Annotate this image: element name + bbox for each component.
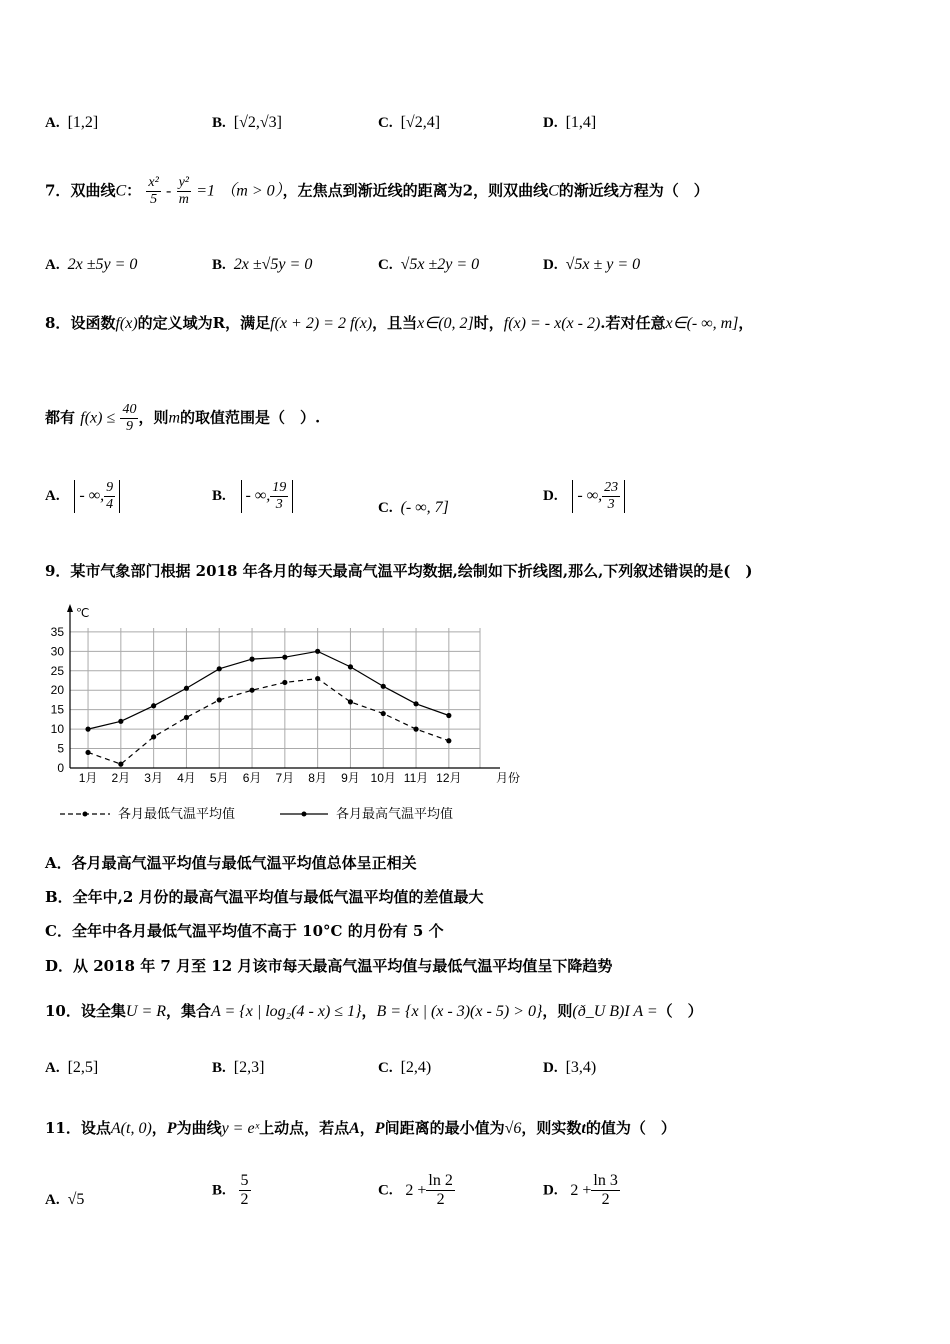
y-tick-label: 35 [50,624,64,639]
math-expr: U = R [125,1003,167,1020]
frac-den: 9 [125,419,133,434]
option-value: √5x ± y = 0 [565,256,641,273]
q8-text: 设函数 [70,314,116,332]
bracket-expr [74,480,120,513]
q8-text: ，满足 [225,314,271,332]
option-fraction [426,1172,454,1209]
temperature-line-chart [40,600,560,830]
frac-num: 23 [604,480,619,495]
data-point-low [282,680,287,685]
q10-text: ，则 [542,1002,573,1020]
frac-num: ln 2 [428,1172,453,1189]
legend-marker-low [83,812,88,817]
data-point-high [249,657,254,662]
q11-text: 为曲线 [176,1119,222,1137]
q8-text: 的定义域为 [137,314,213,332]
q7-option-c[interactable] [378,255,479,274]
math-symbol: m [168,409,181,427]
option-label: B. [212,257,226,273]
punct: ： [126,181,142,200]
data-point-low [315,676,320,681]
option-label: A. [45,1192,60,1208]
option-value: [1,4] [565,114,597,131]
option-label: D. [543,257,558,273]
math-symbol: =1 [196,182,216,200]
data-point-low [85,750,90,755]
data-point-low [348,699,353,704]
q6-option-b[interactable] [212,113,282,132]
q11-text: ， [151,1119,167,1137]
option-label: C. [378,257,393,273]
option-fraction [602,480,620,513]
frac-num: y² [178,175,190,190]
math-symbol: t [581,1120,586,1137]
math-expr: A(t, 0) [110,1120,152,1137]
q6-option-c[interactable] [378,113,440,132]
q8-text: 的取值范围是（ ）. [180,408,321,427]
y-axis-label: ℃ [76,606,90,620]
option-label: A. [45,488,60,505]
q7-stem [45,175,709,208]
option-label: A. [45,115,60,131]
option-label: A. [45,257,60,273]
math-expr: f(x) ≤ [80,409,116,427]
data-point-low [249,688,254,693]
question-number: 10． [45,1002,81,1020]
legend-label-high: 各月最高气温平均值 [336,806,454,821]
data-point-low [151,734,156,739]
q10-option-a[interactable] [45,1058,98,1077]
q7-option-a[interactable] [45,255,137,274]
q8-option-c[interactable] [378,498,449,517]
math-expr: B = {x | (x - 3)(x - 5) > 0} [376,1003,543,1020]
frac-num: x² [148,175,159,190]
x-axis-label: 月份 [496,771,521,785]
q6-option-a[interactable] [45,113,98,132]
data-point-high [446,713,451,718]
q10-stem [45,1000,703,1021]
q7-text: ，左焦点到渐近线的距离为2，则双曲线 [282,181,549,200]
math-symbol: A [349,1120,360,1137]
option-fraction [591,1172,619,1209]
data-point-low [446,738,451,743]
data-point-low [413,727,418,732]
option-pre: - ∞, [79,487,105,505]
q11-stem [45,1117,676,1138]
math-symbol: - [166,182,172,200]
option-value: [1,2] [67,114,99,131]
q11-text: ， [359,1119,375,1137]
legend-marker-high [302,812,307,817]
math-expr: (ð_U B)I A = [572,1003,658,1020]
q8-option-d[interactable] [543,480,625,513]
q8-text: .若对任意 [600,314,666,332]
option-label: D. [543,1060,558,1076]
x-tick-label: 2月 [111,771,131,785]
question-number: 7． [45,181,71,200]
math-expr: f(x) [115,315,138,332]
legend-label-low: 各月最低气温平均值 [118,806,236,821]
data-point-high [315,649,320,654]
q9-choice-b[interactable]: B．全年中,2 月份的最高气温平均值与最低气温平均值的差值最大 [45,888,484,906]
q11-text: 设点 [80,1119,111,1137]
option-pre: - ∞, [245,487,271,505]
q10-option-c[interactable] [378,1058,431,1077]
math-expr: A = {x | log₂(4 - x) ≤ 1} [211,1003,362,1020]
q10-option-b[interactable] [212,1058,264,1077]
frac-den: m [178,192,189,207]
frac-den: 2 [240,1191,249,1208]
option-value: (- ∞, 7] [400,499,449,516]
option-pre: - ∞, [577,487,603,505]
q8-option-a[interactable] [45,480,120,513]
q10-option-d[interactable] [543,1058,596,1077]
q7-option-b[interactable] [212,255,312,274]
frac-den: 2 [436,1191,445,1208]
option-label: D. [543,488,558,505]
question-number: 11． [45,1119,81,1137]
q10-text: ，集合 [166,1002,212,1020]
option-fraction [270,480,288,513]
option-pre: 2 + [405,1181,427,1199]
q7-option-d[interactable] [543,255,640,274]
data-point-low [118,762,123,767]
option-label: B. [212,115,226,131]
data-point-low [184,715,189,720]
q8-stem-line1 [45,312,753,333]
x-tick-label: 11月 [403,771,429,785]
math-expr: √6 [504,1120,522,1137]
option-value: √5x ±2y = 0 [400,256,480,273]
math-symbol: C [115,182,127,200]
frac-num: 5 [240,1172,249,1189]
option-value: 2x ±5y = 0 [67,256,138,273]
option-fraction [104,480,115,513]
q9-choice-c[interactable]: C．全年中各月最低气温平均值不高于 10°C 的月份有 5 个 [45,922,444,940]
y-tick-label: 10 [50,722,64,737]
data-point-high [118,719,123,724]
x-tick-label: 1月 [78,771,98,785]
x-tick-label: 12月 [436,771,462,785]
frac-den: 2 [601,1191,610,1208]
frac-den: 3 [607,497,615,512]
condition: （m > 0） [220,182,283,200]
math-symbol: R [212,314,226,332]
data-point-low [217,697,222,702]
frac-num: 40 [122,402,137,417]
option-label: C. [378,1182,393,1199]
x-tick-label: 5月 [209,771,229,785]
math-symbol: P [166,1120,177,1137]
option-label: D. [543,1182,558,1199]
y-tick-label: 15 [50,702,64,717]
q8-text: 都有 [45,408,76,427]
option-value: [√2,4] [400,114,441,131]
frac-num: ln 3 [593,1172,618,1189]
q11-option-b[interactable] [212,1172,251,1209]
q11-text: 的值为（ ） [585,1119,676,1137]
q6-option-d[interactable] [543,113,596,132]
fraction-40-9 [120,402,138,435]
q10-text: （ ） [657,1002,703,1020]
option-value: [2,4) [400,1059,432,1076]
bracket-expr [572,480,625,513]
data-point-low [381,711,386,716]
data-point-high [184,686,189,691]
x-tick-label: 8月 [308,771,327,785]
x-tick-label: 6月 [242,771,262,785]
frac-num: 19 [272,480,287,495]
math-symbol: C [548,182,559,200]
option-label: C. [378,500,393,516]
q7-text: 双曲线 [70,181,116,200]
math-expr: x∈(- ∞, m] [665,315,739,332]
x-tick-label: 10月 [370,771,396,785]
math-symbol: P [374,1120,385,1137]
q10-text: 设全集 [80,1002,126,1020]
math-expr: y = eˣ [221,1120,260,1137]
data-point-high [217,666,222,671]
q8-text: ， [738,314,754,332]
frac-den: 4 [106,497,114,512]
option-value: [√2,√3] [233,114,282,131]
q8-text: ，则 [138,408,169,427]
q11-option-a[interactable] [45,1190,84,1209]
q9-choice-a[interactable]: A．各月最高气温平均值与最低气温平均值总体呈正相关 [45,854,417,872]
question-number: 8． [45,314,71,332]
option-value: 2x ±√5y = 0 [233,256,313,273]
option-label: C. [378,115,393,131]
x-tick-label: 4月 [177,771,196,785]
option-value: [3,4) [565,1059,597,1076]
q10-text: ， [361,1002,377,1020]
q7-text: 的渐近线方程为（ ） [558,181,709,200]
option-value: [2,5] [67,1059,99,1076]
q11-option-d[interactable] [543,1172,620,1209]
fraction-x2-5 [146,175,160,208]
q11-option-c[interactable] [378,1172,455,1209]
q11-text: 间距离的最小值为 [384,1119,505,1137]
q8-text: 时， [473,314,504,332]
x-tick-label: 9月 [341,771,360,785]
option-pre: 2 + [570,1181,592,1199]
option-label: A. [45,1060,60,1076]
option-value: [2,3] [233,1059,265,1076]
frac-num: 9 [106,480,114,495]
option-label: B. [212,488,226,505]
option-label: C. [378,1060,393,1076]
x-tick-label: 7月 [275,771,295,785]
fraction-y2-m [177,175,191,208]
q8-text: ，且当 [372,314,418,332]
q8-option-b[interactable] [212,480,293,513]
option-label: D. [543,115,558,131]
q11-text: ，则实数 [521,1119,582,1137]
math-expr: f(x + 2) = 2 f(x) [270,315,373,332]
y-tick-label: 0 [57,761,64,775]
math-expr: x∈(0, 2] [417,315,474,332]
y-axis-arrow [67,604,73,612]
series-line-low [88,679,449,765]
frac-den: 5 [150,192,158,207]
data-point-high [348,664,353,669]
frac-den: 3 [275,497,283,512]
bracket-expr [241,480,294,513]
option-label: B. [212,1182,226,1199]
q9-stem: 9．某市气象部门根据 2018 年各月的每天最高气温平均数据,绘制如下折线图,那么,下列叙述错误的是( ) [45,562,753,580]
data-point-high [282,655,287,660]
option-value: √5 [67,1191,85,1208]
data-point-high [85,727,90,732]
q11-text: 上动点，若点 [259,1119,350,1137]
y-tick-label: 20 [50,683,64,698]
q9-choice-d[interactable]: D．从 2018 年 7 月至 12 月该市每天最高气温平均值与最低气温平均值呈下降趋势 [45,957,613,975]
data-point-high [381,684,386,689]
option-label: B. [212,1060,226,1076]
data-point-high [151,703,156,708]
x-tick-label: 3月 [144,771,163,785]
q8-stem-line2 [45,402,320,435]
y-tick-label: 30 [50,644,64,659]
option-fraction [239,1172,251,1209]
y-tick-label: 5 [57,741,64,756]
data-point-high [413,701,418,706]
math-expr: f(x) = - x(x - 2) [503,315,601,332]
y-tick-label: 25 [50,663,64,678]
